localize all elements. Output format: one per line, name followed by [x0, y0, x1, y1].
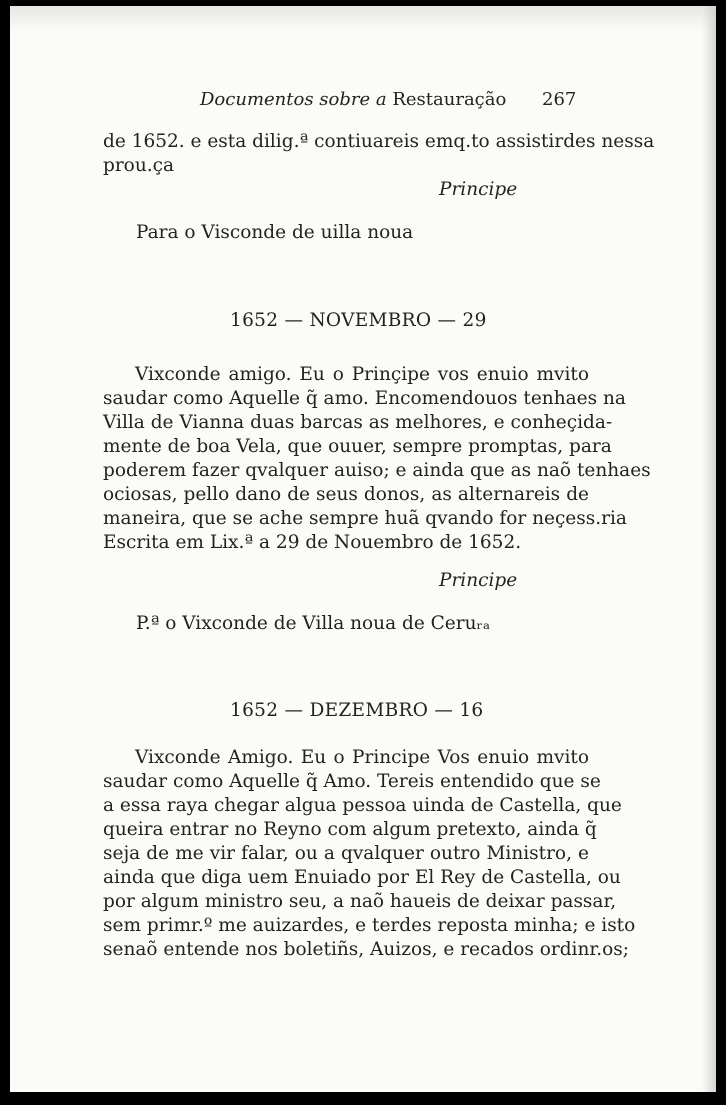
text-line: queira entrar no Reyno com algum pretexto, ainda q̃: [103, 819, 597, 840]
text-line: Escrita em Lix.ª a 29 de Nouembro de 1652.: [103, 532, 522, 553]
text-line: seja de me vir falar, ou a qvalquer outro Ministro, e: [103, 843, 589, 864]
text-line: saudar como Aquelle q̃ amo. Encomendouos tenhaes na: [103, 388, 626, 409]
text-line: ociosas, pello dano de seus donos, as alternareis de: [103, 484, 589, 505]
letter-2-body: [103, 363, 651, 555]
text-line: a essa raya chegar algua pessoa uinda de Castella, que: [103, 795, 622, 816]
text-line: Villa de Vianna duas barcas as melhores, e conheçida-: [103, 412, 613, 433]
letter-2-signature: Principe: [439, 570, 518, 591]
text-line: de 1652. e esta dilig.ª contiuareis emq.to assistirdes nessa: [103, 131, 655, 152]
text-line: mente de boa Vela, que ouuer, sempre promptas, para: [103, 436, 612, 457]
text-line: saudar como Aquelle q̃ Amo. Tereis entendido que se: [103, 771, 601, 792]
text-line: senaõ entende nos boletiñs, Auizos, e recados ordinr.os;: [103, 939, 629, 960]
letter-3-date: 1652 — DEZEMBRO — 16: [230, 700, 484, 721]
running-header-title: [200, 88, 506, 112]
letter-1-tail: [103, 130, 655, 178]
text-line: Vixconde amigo. Eu o Prinçipe vos enuio mvito: [135, 364, 589, 385]
text-line: maneira, que se ache sempre huã qvando for neçess.ria: [103, 508, 627, 529]
text-line: poderem fazer qvalquer auiso; e ainda que as naõ tenhaes: [103, 460, 651, 481]
text-line: ainda que diga uem Enuiado por El Rey de Castella, ou: [103, 867, 621, 888]
text-line: Vixconde Amigo. Eu o Principe Vos enuio mvito: [135, 747, 589, 768]
letter-1-address: Para o Visconde de uilla noua: [136, 222, 414, 243]
scan-shadow-right: [702, 6, 716, 1092]
header-title-roman: Restauração: [392, 89, 507, 110]
text-line: sem primr.º me auizardes, e terdes reposta minha; e isto: [103, 915, 636, 936]
page-number: 267: [542, 89, 577, 110]
letter-1-signature: Principe: [439, 179, 518, 200]
document-page: [10, 6, 716, 1092]
header-title-connector: a: [375, 89, 387, 110]
text-line: prou.ça: [103, 155, 175, 176]
text-line: por algum ministro seu, a naõ haueis de deixar passar,: [103, 891, 617, 912]
scan-shadow-top: [10, 6, 716, 32]
letter-3-body: [103, 746, 636, 962]
letter-2-date: 1652 — NOVEMBRO — 29: [230, 310, 487, 331]
letter-2-address: P.ª o Vixconde de Villa noua de Ceruᵣₐ: [136, 613, 491, 634]
header-title-italic: Documentos sobre: [200, 89, 371, 110]
